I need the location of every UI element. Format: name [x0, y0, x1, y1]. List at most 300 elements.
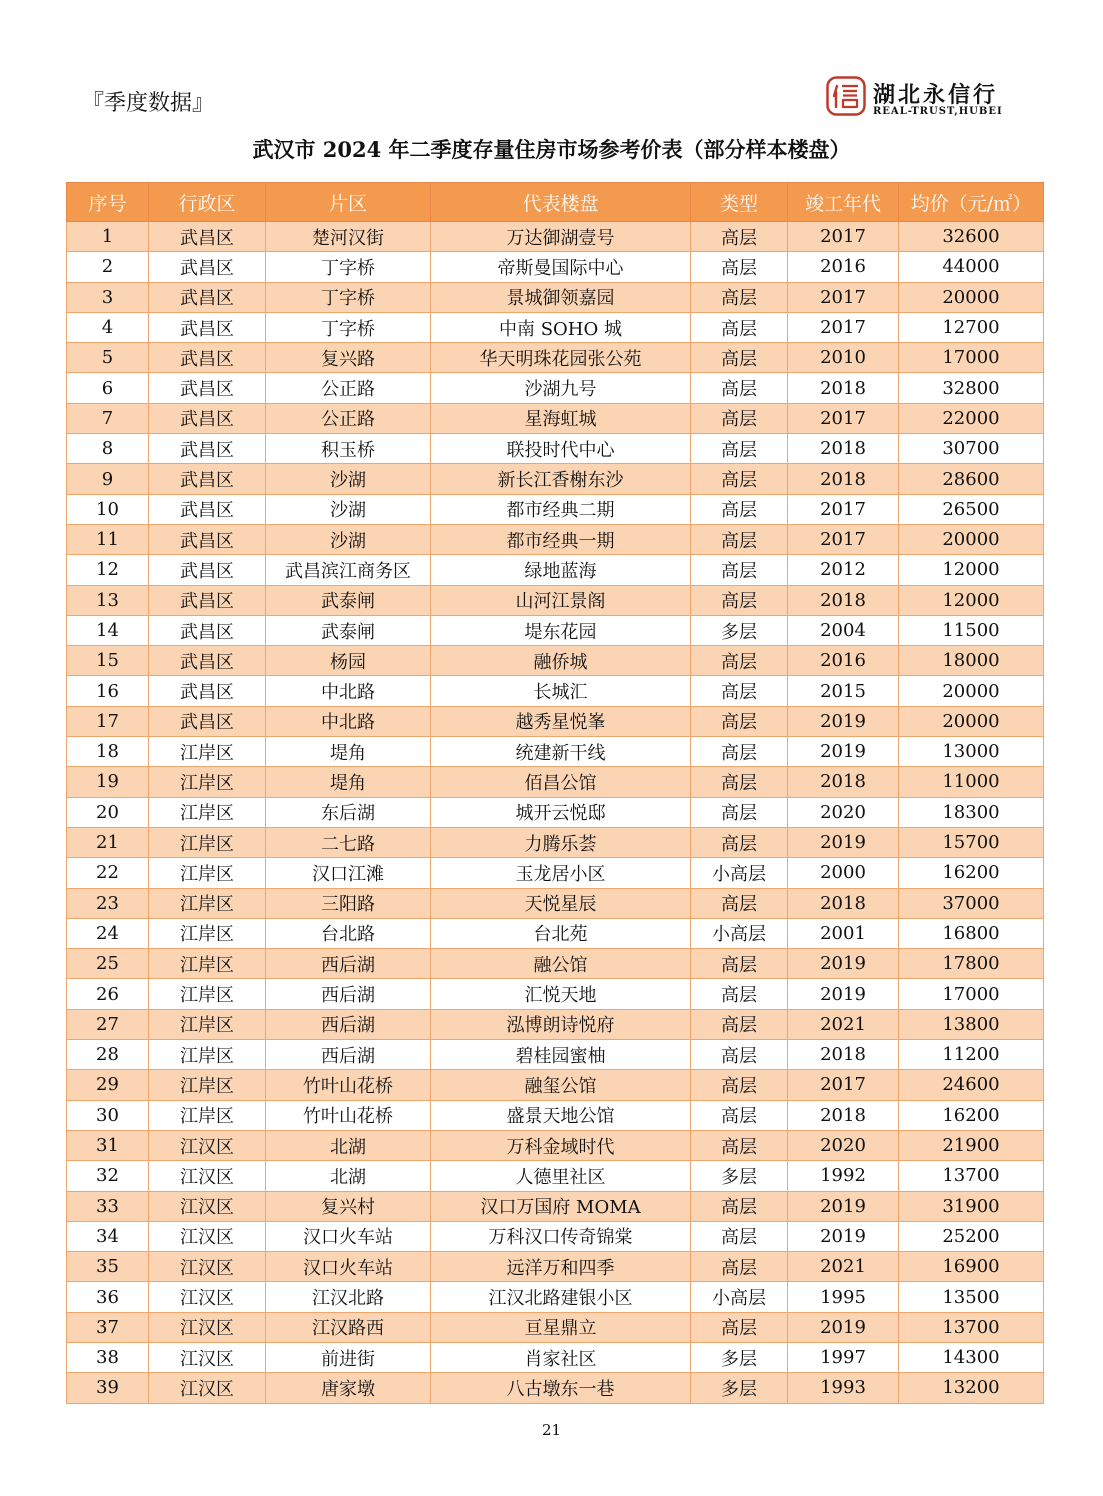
district-cell: 江岸区	[149, 858, 266, 888]
property-name-cell: 融玺公馆	[431, 1070, 691, 1100]
district-cell: 江汉区	[149, 1221, 266, 1251]
page-title: 武汉市 2024 年二季度存量住房市场参考价表（部分样本楼盘）	[252, 137, 851, 162]
property-name-cell: 星海虹城	[431, 403, 691, 433]
property-name-cell: 沙湖九号	[431, 373, 691, 403]
average-price-cell: 17800	[899, 949, 1044, 979]
district-cell: 江汉区	[149, 1161, 266, 1191]
completion-year-cell: 2019	[788, 737, 899, 767]
column-header: 行政区	[149, 183, 266, 222]
building-type-cell: 高层	[691, 343, 788, 373]
completion-year-cell: 2016	[788, 646, 899, 676]
table-row	[67, 1342, 1044, 1372]
completion-year-cell: 2020	[788, 797, 899, 827]
completion-year-cell: 2017	[788, 494, 899, 524]
average-price-cell: 44000	[899, 252, 1044, 282]
row-index-cell: 24	[67, 918, 149, 948]
table-row	[67, 646, 1044, 676]
building-type-cell: 高层	[691, 1221, 788, 1251]
row-index-cell: 4	[67, 312, 149, 342]
row-index-cell: 5	[67, 343, 149, 373]
row-index-cell: 17	[67, 706, 149, 736]
row-index-cell: 11	[67, 524, 149, 554]
row-index-cell: 2	[67, 252, 149, 282]
property-name-cell: 万达御湖壹号	[431, 222, 691, 252]
building-type-cell: 小高层	[691, 918, 788, 948]
building-type-cell: 高层	[691, 1130, 788, 1160]
table-row	[67, 434, 1044, 464]
row-index-cell: 38	[67, 1342, 149, 1372]
district-cell: 武昌区	[149, 373, 266, 403]
average-price-cell: 30700	[899, 434, 1044, 464]
district-cell: 江岸区	[149, 979, 266, 1009]
row-index-cell: 21	[67, 827, 149, 857]
building-type-cell: 高层	[691, 737, 788, 767]
average-price-cell: 17000	[899, 343, 1044, 373]
district-cell: 武昌区	[149, 282, 266, 312]
property-name-cell: 台北苑	[431, 918, 691, 948]
building-type-cell: 高层	[691, 252, 788, 282]
property-name-cell: 盛景天地公馆	[431, 1100, 691, 1130]
property-name-cell: 天悦星辰	[431, 888, 691, 918]
district-cell: 江汉区	[149, 1191, 266, 1221]
table-row	[67, 1070, 1044, 1100]
table-row	[67, 1282, 1044, 1312]
row-index-cell: 25	[67, 949, 149, 979]
completion-year-cell: 2018	[788, 434, 899, 464]
table-row	[67, 949, 1044, 979]
property-name-cell: 玉龙居小区	[431, 858, 691, 888]
property-name-cell: 万科汉口传奇锦棠	[431, 1221, 691, 1251]
table-row	[67, 494, 1044, 524]
table-row	[67, 373, 1044, 403]
average-price-cell: 12000	[899, 555, 1044, 585]
row-index-cell: 22	[67, 858, 149, 888]
property-name-cell: 江汉北路建银小区	[431, 1282, 691, 1312]
district-cell: 武昌区	[149, 403, 266, 433]
average-price-cell: 13500	[899, 1282, 1044, 1312]
district-cell: 江岸区	[149, 949, 266, 979]
table-row	[67, 827, 1044, 857]
property-name-cell: 长城汇	[431, 676, 691, 706]
completion-year-cell: 2017	[788, 524, 899, 554]
column-header: 代表楼盘	[431, 183, 691, 222]
area-cell: 前进街	[266, 1342, 431, 1372]
area-cell: 沙湖	[266, 524, 431, 554]
average-price-cell: 13700	[899, 1312, 1044, 1342]
area-cell: 三阳路	[266, 888, 431, 918]
area-cell: 竹叶山花桥	[266, 1100, 431, 1130]
completion-year-cell: 1997	[788, 1342, 899, 1372]
building-type-cell: 多层	[691, 1342, 788, 1372]
completion-year-cell: 2017	[788, 1070, 899, 1100]
completion-year-cell: 2018	[788, 464, 899, 494]
row-index-cell: 20	[67, 797, 149, 827]
building-type-cell: 小高层	[691, 1282, 788, 1312]
area-cell: 公正路	[266, 403, 431, 433]
row-index-cell: 12	[67, 555, 149, 585]
table-row	[67, 1252, 1044, 1282]
property-name-cell: 八古墩东一巷	[431, 1373, 691, 1403]
table-row	[67, 888, 1044, 918]
completion-year-cell: 2019	[788, 706, 899, 736]
district-cell: 江岸区	[149, 1009, 266, 1039]
logo-chinese-name: 湖北永信行	[873, 83, 999, 108]
completion-year-cell: 2019	[788, 1191, 899, 1221]
district-cell: 武昌区	[149, 252, 266, 282]
property-name-cell: 佰昌公馆	[431, 767, 691, 797]
building-type-cell: 高层	[691, 494, 788, 524]
district-cell: 武昌区	[149, 312, 266, 342]
table-row	[67, 464, 1044, 494]
table-row	[67, 1130, 1044, 1160]
area-cell: 唐家墩	[266, 1373, 431, 1403]
area-cell: 汉口江滩	[266, 858, 431, 888]
row-index-cell: 19	[67, 767, 149, 797]
district-cell: 武昌区	[149, 222, 266, 252]
average-price-cell: 32600	[899, 222, 1044, 252]
building-type-cell: 高层	[691, 979, 788, 1009]
district-cell: 江汉区	[149, 1312, 266, 1342]
table-row	[67, 979, 1044, 1009]
district-cell: 武昌区	[149, 646, 266, 676]
average-price-cell: 16200	[899, 858, 1044, 888]
average-price-cell: 17000	[899, 979, 1044, 1009]
property-name-cell: 碧桂园蜜柚	[431, 1040, 691, 1070]
row-index-cell: 30	[67, 1100, 149, 1130]
district-cell: 江汉区	[149, 1130, 266, 1160]
average-price-cell: 13200	[899, 1373, 1044, 1403]
completion-year-cell: 2018	[788, 1100, 899, 1130]
area-cell: 积玉桥	[266, 434, 431, 464]
completion-year-cell: 1993	[788, 1373, 899, 1403]
average-price-cell: 21900	[899, 1130, 1044, 1160]
table-row	[67, 1191, 1044, 1221]
district-cell: 江汉区	[149, 1373, 266, 1403]
average-price-cell: 13800	[899, 1009, 1044, 1039]
table-row	[67, 343, 1044, 373]
building-type-cell: 高层	[691, 312, 788, 342]
district-cell: 武昌区	[149, 706, 266, 736]
table-row	[67, 524, 1044, 554]
area-cell: 江汉北路	[266, 1282, 431, 1312]
row-index-cell: 16	[67, 676, 149, 706]
row-index-cell: 6	[67, 373, 149, 403]
area-cell: 杨园	[266, 646, 431, 676]
district-cell: 江汉区	[149, 1342, 266, 1372]
average-price-cell: 20000	[899, 282, 1044, 312]
average-price-cell: 22000	[899, 403, 1044, 433]
district-cell: 武昌区	[149, 676, 266, 706]
table-row	[67, 615, 1044, 645]
page-number: 21	[541, 1421, 562, 1439]
row-index-cell: 27	[67, 1009, 149, 1039]
completion-year-cell: 2019	[788, 949, 899, 979]
average-price-cell: 15700	[899, 827, 1044, 857]
section-label: 『季度数据』	[82, 91, 215, 116]
area-cell: 沙湖	[266, 464, 431, 494]
area-cell: 西后湖	[266, 979, 431, 1009]
completion-year-cell: 2018	[788, 767, 899, 797]
table-row	[67, 1161, 1044, 1191]
completion-year-cell: 2019	[788, 827, 899, 857]
area-cell: 复兴村	[266, 1191, 431, 1221]
property-name-cell: 人德里社区	[431, 1161, 691, 1191]
property-name-cell: 绿地蓝海	[431, 555, 691, 585]
property-name-cell: 远洋万和四季	[431, 1252, 691, 1282]
area-cell: 汉口火车站	[266, 1221, 431, 1251]
average-price-cell: 13700	[899, 1161, 1044, 1191]
row-index-cell: 35	[67, 1252, 149, 1282]
table-row	[67, 706, 1044, 736]
area-cell: 北湖	[266, 1161, 431, 1191]
building-type-cell: 多层	[691, 615, 788, 645]
row-index-cell: 15	[67, 646, 149, 676]
district-cell: 武昌区	[149, 615, 266, 645]
completion-year-cell: 2000	[788, 858, 899, 888]
area-cell: 堤角	[266, 767, 431, 797]
column-header: 片区	[266, 183, 431, 222]
average-price-cell: 11500	[899, 615, 1044, 645]
building-type-cell: 高层	[691, 222, 788, 252]
area-cell: 二七路	[266, 827, 431, 857]
building-type-cell: 多层	[691, 1373, 788, 1403]
completion-year-cell: 2004	[788, 615, 899, 645]
property-name-cell: 城开云悦邸	[431, 797, 691, 827]
row-index-cell: 34	[67, 1221, 149, 1251]
table-row	[67, 797, 1044, 827]
property-name-cell: 都市经典二期	[431, 494, 691, 524]
row-index-cell: 9	[67, 464, 149, 494]
property-name-cell: 联投时代中心	[431, 434, 691, 464]
building-type-cell: 多层	[691, 1161, 788, 1191]
completion-year-cell: 2020	[788, 1130, 899, 1160]
property-name-cell: 统建新干线	[431, 737, 691, 767]
building-type-cell: 高层	[691, 949, 788, 979]
district-cell: 武昌区	[149, 464, 266, 494]
completion-year-cell: 2015	[788, 676, 899, 706]
row-index-cell: 36	[67, 1282, 149, 1312]
completion-year-cell: 2017	[788, 312, 899, 342]
completion-year-cell: 2018	[788, 373, 899, 403]
area-cell: 武泰闸	[266, 615, 431, 645]
average-price-cell: 25200	[899, 1221, 1044, 1251]
completion-year-cell: 2017	[788, 403, 899, 433]
property-name-cell: 帝斯曼国际中心	[431, 252, 691, 282]
table-row	[67, 585, 1044, 615]
building-type-cell: 高层	[691, 1191, 788, 1221]
row-index-cell: 18	[67, 737, 149, 767]
completion-year-cell: 2001	[788, 918, 899, 948]
district-cell: 江汉区	[149, 1252, 266, 1282]
building-type-cell: 高层	[691, 676, 788, 706]
property-name-cell: 华天明珠花园张公苑	[431, 343, 691, 373]
average-price-cell: 20000	[899, 706, 1044, 736]
average-price-cell: 16200	[899, 1100, 1044, 1130]
building-type-cell: 高层	[691, 706, 788, 736]
row-index-cell: 32	[67, 1161, 149, 1191]
completion-year-cell: 2018	[788, 1040, 899, 1070]
completion-year-cell: 2021	[788, 1252, 899, 1282]
completion-year-cell: 2019	[788, 1221, 899, 1251]
area-cell: 复兴路	[266, 343, 431, 373]
table-row	[67, 312, 1044, 342]
building-type-cell: 高层	[691, 827, 788, 857]
area-cell: 汉口火车站	[266, 1252, 431, 1282]
row-index-cell: 31	[67, 1130, 149, 1160]
row-index-cell: 39	[67, 1373, 149, 1403]
property-name-cell: 泓博朗诗悦府	[431, 1009, 691, 1039]
table-row	[67, 1009, 1044, 1039]
area-cell: 丁字桥	[266, 252, 431, 282]
completion-year-cell: 2012	[788, 555, 899, 585]
table-row	[67, 676, 1044, 706]
average-price-cell: 11000	[899, 767, 1044, 797]
district-cell: 武昌区	[149, 494, 266, 524]
building-type-cell: 高层	[691, 434, 788, 464]
area-cell: 江汉路西	[266, 1312, 431, 1342]
row-index-cell: 14	[67, 615, 149, 645]
average-price-cell: 14300	[899, 1342, 1044, 1372]
district-cell: 江岸区	[149, 1040, 266, 1070]
district-cell: 江岸区	[149, 737, 266, 767]
district-cell: 武昌区	[149, 524, 266, 554]
row-index-cell: 29	[67, 1070, 149, 1100]
row-index-cell: 33	[67, 1191, 149, 1221]
district-cell: 武昌区	[149, 343, 266, 373]
table-header-row	[67, 183, 1044, 222]
area-cell: 北湖	[266, 1130, 431, 1160]
row-index-cell: 37	[67, 1312, 149, 1342]
district-cell: 武昌区	[149, 434, 266, 464]
building-type-cell: 高层	[691, 524, 788, 554]
area-cell: 武昌滨江商务区	[266, 555, 431, 585]
column-header: 均价（元/㎡）	[899, 183, 1044, 222]
area-cell: 武泰闸	[266, 585, 431, 615]
completion-year-cell: 2018	[788, 888, 899, 918]
column-header: 竣工年代	[788, 183, 899, 222]
area-cell: 丁字桥	[266, 282, 431, 312]
area-cell: 台北路	[266, 918, 431, 948]
table-row	[67, 252, 1044, 282]
area-cell: 公正路	[266, 373, 431, 403]
completion-year-cell: 2021	[788, 1009, 899, 1039]
table-row	[67, 222, 1044, 252]
completion-year-cell: 1992	[788, 1161, 899, 1191]
building-type-cell: 高层	[691, 585, 788, 615]
row-index-cell: 3	[67, 282, 149, 312]
building-type-cell: 高层	[691, 403, 788, 433]
area-cell: 中北路	[266, 706, 431, 736]
area-cell: 竹叶山花桥	[266, 1070, 431, 1100]
average-price-cell: 20000	[899, 524, 1044, 554]
row-index-cell: 26	[67, 979, 149, 1009]
building-type-cell: 小高层	[691, 858, 788, 888]
building-type-cell: 高层	[691, 1100, 788, 1130]
average-price-cell: 18000	[899, 646, 1044, 676]
average-price-cell: 20000	[899, 676, 1044, 706]
completion-year-cell: 2010	[788, 343, 899, 373]
average-price-cell: 11200	[899, 1040, 1044, 1070]
average-price-cell: 32800	[899, 373, 1044, 403]
area-cell: 丁字桥	[266, 312, 431, 342]
building-type-cell: 高层	[691, 464, 788, 494]
building-type-cell: 高层	[691, 1312, 788, 1342]
average-price-cell: 12700	[899, 312, 1044, 342]
district-cell: 江岸区	[149, 1070, 266, 1100]
district-cell: 江岸区	[149, 797, 266, 827]
row-index-cell: 13	[67, 585, 149, 615]
area-cell: 中北路	[266, 676, 431, 706]
average-price-cell: 12000	[899, 585, 1044, 615]
table-body	[67, 222, 1044, 1404]
building-type-cell: 高层	[691, 373, 788, 403]
district-cell: 武昌区	[149, 585, 266, 615]
property-name-cell: 堤东花园	[431, 615, 691, 645]
building-type-cell: 高层	[691, 646, 788, 676]
table-row	[67, 858, 1044, 888]
building-type-cell: 高层	[691, 767, 788, 797]
row-index-cell: 23	[67, 888, 149, 918]
completion-year-cell: 2016	[788, 252, 899, 282]
building-type-cell: 高层	[691, 797, 788, 827]
table-row	[67, 1221, 1044, 1251]
property-name-cell: 中南 SOHO 城	[431, 312, 691, 342]
table-row	[67, 1100, 1044, 1130]
logo-english-name: REAL-TRUST,HUBEI	[873, 106, 1003, 117]
building-type-cell: 高层	[691, 555, 788, 585]
xin-seal-icon	[826, 76, 866, 116]
building-type-cell: 高层	[691, 282, 788, 312]
area-cell: 沙湖	[266, 494, 431, 524]
district-cell: 江岸区	[149, 918, 266, 948]
district-cell: 江汉区	[149, 1282, 266, 1312]
average-price-cell: 13000	[899, 737, 1044, 767]
price-table	[66, 182, 1044, 1404]
table-row	[67, 555, 1044, 585]
column-header: 序号	[67, 183, 149, 222]
property-name-cell: 景城御领嘉园	[431, 282, 691, 312]
table-row	[67, 1312, 1044, 1342]
completion-year-cell: 2017	[788, 222, 899, 252]
table-row	[67, 1373, 1044, 1403]
district-cell: 江岸区	[149, 767, 266, 797]
district-cell: 江岸区	[149, 888, 266, 918]
average-price-cell: 24600	[899, 1070, 1044, 1100]
completion-year-cell: 2018	[788, 585, 899, 615]
building-type-cell: 高层	[691, 1009, 788, 1039]
completion-year-cell: 2019	[788, 979, 899, 1009]
row-index-cell: 28	[67, 1040, 149, 1070]
property-name-cell: 新长江香榭东沙	[431, 464, 691, 494]
property-name-cell: 亘星鼎立	[431, 1312, 691, 1342]
area-cell: 楚河汉街	[266, 222, 431, 252]
area-cell: 西后湖	[266, 949, 431, 979]
completion-year-cell: 1995	[788, 1282, 899, 1312]
average-price-cell: 18300	[899, 797, 1044, 827]
row-index-cell: 10	[67, 494, 149, 524]
table-row	[67, 767, 1044, 797]
row-index-cell: 1	[67, 222, 149, 252]
area-cell: 堤角	[266, 737, 431, 767]
property-name-cell: 越秀星悦峯	[431, 706, 691, 736]
table-row	[67, 282, 1044, 312]
area-cell: 西后湖	[266, 1040, 431, 1070]
property-name-cell: 万科金域时代	[431, 1130, 691, 1160]
average-price-cell: 37000	[899, 888, 1044, 918]
district-cell: 江岸区	[149, 827, 266, 857]
average-price-cell: 16900	[899, 1252, 1044, 1282]
property-name-cell: 汇悦天地	[431, 979, 691, 1009]
